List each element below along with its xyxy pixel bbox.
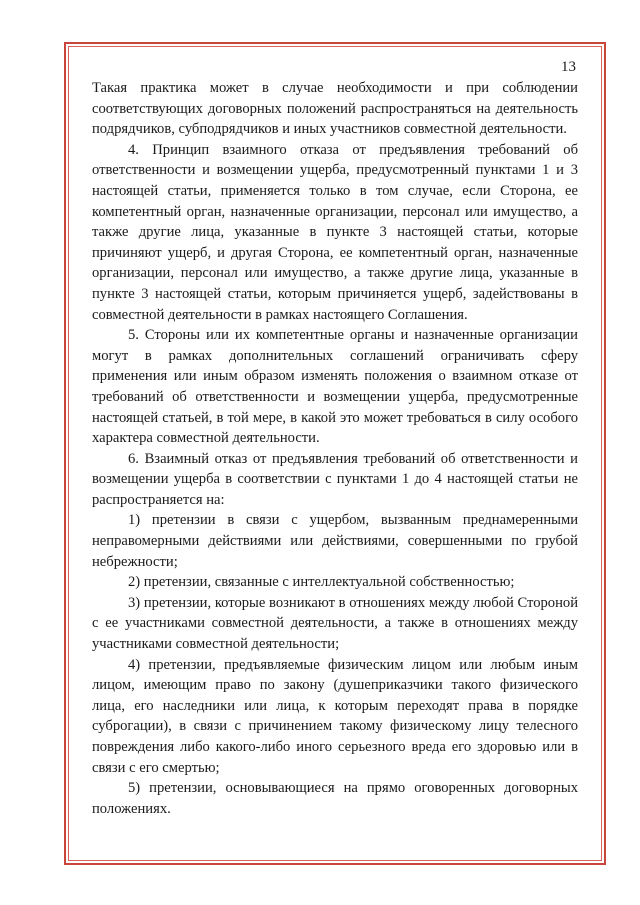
paragraph-clause-5: 5. Стороны или их компетентные органы и назначенные организации могут в рамках дополнительных соглашений ограничивать сферу применения или иным образом изменять положения о взаимном отказе от требований об ответственности и возмещении ущерба, предусмотренные настоящей статьей, в той мере, в какой это может требоваться в силу особого характера совместной деятельности. — [92, 327, 578, 447]
list-item-1: 1) претензии в связи с ущербом, вызванным преднамеренными неправомерными действиями или действиями, совершенными по грубой небрежности; — [92, 512, 578, 570]
list-item-4: 4) претензии, предъявляемые физическим лицом или любым иным лицом, имеющим право по закону (душеприказчики такого физического лица, его наследники или лица, к которым переходят права в порядке суброгации), в связи с причинением такому физическому лицу телесного повреждения либо какого-либо иного серьезного вреда его здоровью или в связи с его смертью; — [92, 656, 578, 776]
paragraph-clause-4: 4. Принцип взаимного отказа от предъявления требований об ответственности и возмещении ущерба, предусмотренный пунктами 1 и 3 настоящей статьи, применяется только в том случае, если Сторона, ее компетентный орган, назначенные организации, персонал или имущество, а также другие лица, указанные в пункте 3 настоящей статьи, которые причиняют ущерб, и другая Сторона, ее компетентный орган, назначенные организации, персонал или имущество, а также другие лица, указанные в пункте 3 настоящей статьи, которым причиняется ущерб, задействованы в совместной деятельности в рамках настоящего Соглашения. — [92, 141, 578, 323]
paragraph-clause-6: 6. Взаимный отказ от предъявления требований об ответственности и возмещении ущерба в соответствии с пунктами 1 до 4 настоящей статьи не распространяется на: — [92, 450, 578, 508]
list-item-3: 3) претензии, которые возникают в отношениях между любой Стороной с ее участниками совместной деятельности, а также в отношениях между участниками совместной деятельности; — [92, 594, 578, 653]
document-body — [92, 78, 578, 819]
list-item-2: 2) претензии, связанные с интеллектуальной собственностью; — [128, 574, 515, 591]
list-item-5: 5) претензии, основывающиеся на прямо оговоренных договорных положениях. — [92, 780, 578, 817]
paragraph-continuation: Такая практика может в случае необходимости и при соблюдении соответствующих договорных положений распространяться на деятельность подрядчиков, субподрядчиков и иных участников совместной деятельности. — [92, 80, 578, 138]
page-number: 13 — [561, 59, 576, 75]
